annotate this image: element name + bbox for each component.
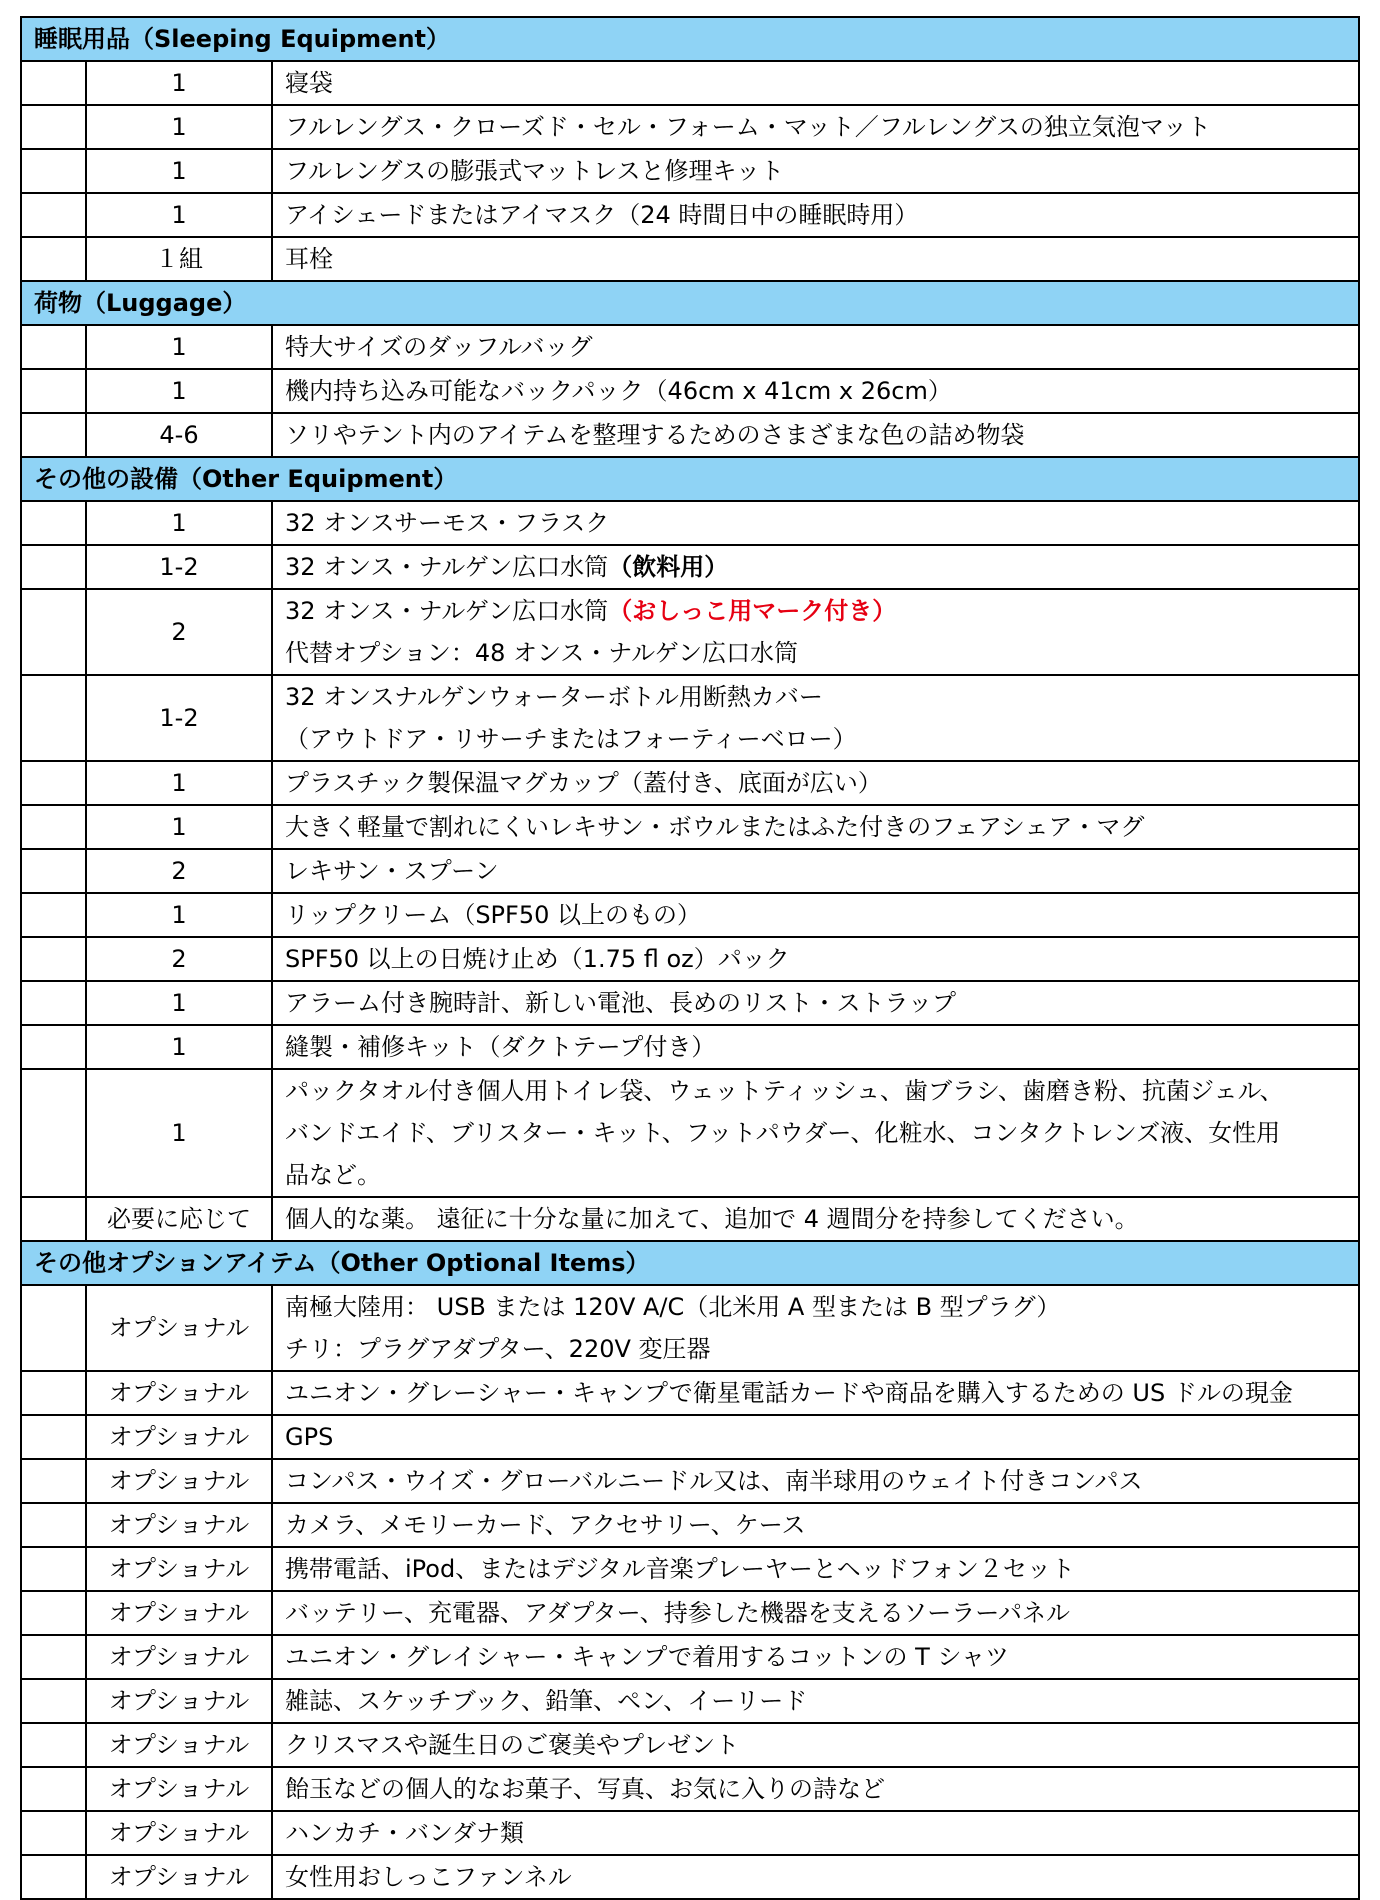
quantity-cell: オプショナル [86, 1459, 272, 1503]
item-line [285, 1548, 1346, 1590]
checkbox-cell[interactable] [21, 1855, 86, 1899]
checkbox-cell[interactable] [21, 1723, 86, 1767]
quantity-cell: 1 [86, 105, 272, 149]
item-cell [272, 761, 1359, 805]
item-text: チリ：プラグアダプター、220V 変圧器 [285, 1335, 711, 1363]
quantity-cell: オプショナル [86, 1371, 272, 1415]
item-text: GPS [285, 1423, 334, 1451]
item-text: アラーム付き腕時計、新しい電池、長めのリスト・ストラップ [285, 989, 957, 1017]
table-row [21, 1635, 1359, 1679]
section-title: 睡眠用品（Sleeping Equipment） [21, 17, 1359, 61]
table-row [21, 981, 1359, 1025]
table-row [21, 237, 1359, 281]
item-cell [272, 369, 1359, 413]
quantity-cell: 1 [86, 805, 272, 849]
quantity-cell: 必要に応じて [86, 1197, 272, 1241]
quantity-cell: 2 [86, 937, 272, 981]
checkbox-cell[interactable] [21, 413, 86, 457]
item-line [285, 1070, 1346, 1112]
item-cell [272, 149, 1359, 193]
quantity-cell: 1 [86, 893, 272, 937]
item-cell [272, 545, 1359, 589]
checklist-body [21, 17, 1359, 1899]
packing-checklist-table [20, 16, 1360, 1900]
item-text: カメラ、メモリーカード、アクセサリー、ケース [285, 1511, 806, 1539]
item-cell [272, 981, 1359, 1025]
section-header [21, 457, 1359, 501]
item-cell [272, 1503, 1359, 1547]
checkbox-cell[interactable] [21, 981, 86, 1025]
quantity-cell: 1 [86, 761, 272, 805]
table-row [21, 1415, 1359, 1459]
checkbox-cell[interactable] [21, 193, 86, 237]
checkbox-cell[interactable] [21, 1285, 86, 1371]
checkbox-cell[interactable] [21, 369, 86, 413]
item-text: 32 オンスナルゲンウォーターボトル用断熱カバー [285, 683, 823, 711]
item-cell [272, 1025, 1359, 1069]
item-text: クリスマスや誕生日のご褒美やプレゼント [285, 1731, 740, 1759]
item-line [285, 1812, 1346, 1854]
item-line [285, 502, 1346, 544]
item-cell [272, 1679, 1359, 1723]
section-header [21, 17, 1359, 61]
table-row [21, 105, 1359, 149]
table-row [21, 1371, 1359, 1415]
table-row [21, 545, 1359, 589]
checkbox-cell[interactable] [21, 589, 86, 675]
table-row [21, 1723, 1359, 1767]
item-text: 機内持ち込み可能なバックパック（46cm x 41cm x 26cm） [285, 377, 952, 405]
checkbox-cell[interactable] [21, 1679, 86, 1723]
table-row [21, 761, 1359, 805]
table-row [21, 149, 1359, 193]
item-line [285, 1680, 1346, 1722]
quantity-cell: 1 [86, 61, 272, 105]
table-row [21, 893, 1359, 937]
item-line [285, 1026, 1346, 1068]
item-cell [272, 1591, 1359, 1635]
checkbox-cell[interactable] [21, 1371, 86, 1415]
checkbox-cell[interactable] [21, 105, 86, 149]
item-cell [272, 805, 1359, 849]
item-line [285, 806, 1346, 848]
item-text: フルレングス・クローズド・セル・フォーム・マット／フルレングスの独立気泡マット [285, 113, 1211, 141]
item-line [285, 676, 1346, 718]
table-row [21, 1855, 1359, 1899]
quantity-cell: 4-6 [86, 413, 272, 457]
item-cell [272, 325, 1359, 369]
quantity-cell: オプショナル [86, 1503, 272, 1547]
table-row [21, 1025, 1359, 1069]
item-text: リップクリーム（SPF50 以上のもの） [285, 901, 701, 929]
table-row [21, 325, 1359, 369]
item-cell [272, 893, 1359, 937]
item-text: フルレングスの膨張式マットレスと修理キット [285, 157, 784, 185]
quantity-cell: オプショナル [86, 1767, 272, 1811]
item-line [285, 850, 1346, 892]
item-cell [272, 1723, 1359, 1767]
item-line [285, 1768, 1346, 1810]
quantity-cell: オプショナル [86, 1415, 272, 1459]
item-line [285, 238, 1346, 280]
item-cell [272, 1855, 1359, 1899]
item-line [285, 1504, 1346, 1546]
item-line [285, 150, 1346, 192]
checkbox-cell[interactable] [21, 1415, 86, 1459]
item-line [285, 1416, 1346, 1458]
checkbox-cell[interactable] [21, 1503, 86, 1547]
item-line [285, 194, 1346, 236]
item-cell [272, 1371, 1359, 1415]
item-line [285, 1328, 1346, 1370]
item-text: ソリやテント内のアイテムを整理するためのさまざまな色の詰め物袋 [285, 421, 1025, 449]
quantity-cell: オプショナル [86, 1547, 272, 1591]
item-line [285, 106, 1346, 148]
section-title: 荷物（Luggage） [21, 281, 1359, 325]
checkbox-cell[interactable] [21, 1197, 86, 1241]
checkbox-cell[interactable] [21, 893, 86, 937]
item-line [285, 590, 1346, 632]
table-row [21, 413, 1359, 457]
quantity-cell: オプショナル [86, 1285, 272, 1371]
section-title: その他の設備（Other Equipment） [21, 457, 1359, 501]
item-text: アイシェードまたはアイマスク（24 時間日中の睡眠時用） [285, 201, 919, 229]
table-row [21, 61, 1359, 105]
item-warning: （おしっこ用マーク付き） [608, 597, 897, 625]
item-cell [272, 1197, 1359, 1241]
item-line [285, 370, 1346, 412]
item-text: 特大サイズのダッフルバッグ [285, 333, 593, 361]
item-cell [272, 1635, 1359, 1679]
checkbox-cell[interactable] [21, 1025, 86, 1069]
table-row [21, 849, 1359, 893]
item-text: ユニオン・グレーシャー・キャンプで衛星電話カードや商品を購入するための US ドルの現金 [285, 1379, 1293, 1407]
checkbox-cell[interactable] [21, 849, 86, 893]
item-line [285, 326, 1346, 368]
item-cell [272, 193, 1359, 237]
checkbox-cell[interactable] [21, 937, 86, 981]
item-line [285, 1856, 1346, 1898]
item-text: レキサン・スプーン [285, 857, 499, 885]
table-row [21, 501, 1359, 545]
item-text: 飴玉などの個人的なお菓子、写真、お気に入りの詩など [285, 1775, 885, 1803]
checkbox-cell[interactable] [21, 501, 86, 545]
quantity-cell: 2 [86, 849, 272, 893]
checkbox-cell[interactable] [21, 545, 86, 589]
quantity-cell: オプショナル [86, 1855, 272, 1899]
quantity-cell: 1 [86, 1025, 272, 1069]
item-cell [272, 1767, 1359, 1811]
table-row [21, 1547, 1359, 1591]
checkbox-cell[interactable] [21, 1459, 86, 1503]
item-cell [272, 1459, 1359, 1503]
item-cell [272, 589, 1359, 675]
quantity-cell: 1 [86, 193, 272, 237]
quantity-cell: 1 [86, 501, 272, 545]
item-text: ユニオン・グレイシャー・キャンプで着用するコットンの T シャツ [285, 1643, 1009, 1671]
item-cell [272, 675, 1359, 761]
item-text: 代替オプション：48 オンス・ナルゲン広口水筒 [285, 639, 799, 667]
checkbox-cell[interactable] [21, 325, 86, 369]
table-row [21, 937, 1359, 981]
quantity-cell: 1 [86, 981, 272, 1025]
item-text: 縫製・補修キット（ダクトテープ付き） [285, 1033, 716, 1061]
item-text: 32 オンス・ナルゲン広口水筒 [285, 553, 609, 581]
item-cell [272, 1415, 1359, 1459]
checkbox-cell[interactable] [21, 61, 86, 105]
item-line [285, 762, 1346, 804]
checkbox-cell[interactable] [21, 149, 86, 193]
item-line [285, 1198, 1346, 1240]
item-line [285, 546, 1346, 588]
item-cell [272, 1811, 1359, 1855]
item-cell [272, 61, 1359, 105]
quantity-cell: 1-2 [86, 675, 272, 761]
item-text: 携帯電話、iPod、またはデジタル音楽プレーヤーとヘッドフォン２セット [285, 1555, 1075, 1583]
item-line [285, 632, 1346, 674]
item-line [285, 894, 1346, 936]
checkbox-cell[interactable] [21, 1069, 86, 1197]
item-text: 女性用おしっこファンネル [285, 1863, 572, 1891]
item-text: 耳栓 [285, 245, 333, 273]
quantity-cell: オプショナル [86, 1679, 272, 1723]
checkbox-cell[interactable] [21, 1547, 86, 1591]
item-text: 32 オンスサーモス・フラスク [285, 509, 610, 537]
quantity-cell: オプショナル [86, 1723, 272, 1767]
checkbox-cell[interactable] [21, 675, 86, 761]
quantity-cell: 1 [86, 369, 272, 413]
item-text: パックタオル付き個人用トイレ袋、ウェットティッシュ、歯ブラシ、歯磨き粉、抗菌ジェル、 [285, 1077, 1284, 1105]
item-line [285, 1112, 1346, 1154]
checkbox-cell[interactable] [21, 1811, 86, 1855]
table-row [21, 1503, 1359, 1547]
item-line [285, 718, 1346, 760]
table-row [21, 1459, 1359, 1503]
item-line [285, 1372, 1346, 1414]
item-cell [272, 501, 1359, 545]
item-line [285, 1592, 1346, 1634]
section-header [21, 1241, 1359, 1285]
quantity-cell: オプショナル [86, 1811, 272, 1855]
quantity-cell: 1 [86, 1069, 272, 1197]
checkbox-cell[interactable] [21, 761, 86, 805]
table-row [21, 1767, 1359, 1811]
table-row [21, 1069, 1359, 1197]
quantity-cell: 1 [86, 325, 272, 369]
item-cell [272, 237, 1359, 281]
item-cell [272, 849, 1359, 893]
item-text: 32 オンス・ナルゲン広口水筒 [285, 597, 609, 625]
item-cell [272, 1547, 1359, 1591]
item-text: ハンカチ・バンダナ類 [285, 1819, 525, 1847]
item-cell [272, 1069, 1359, 1197]
item-text: 個人的な薬。 遠征に十分な量に加えて、追加で 4 週間分を持参してください。 [285, 1205, 1139, 1233]
table-row [21, 1197, 1359, 1241]
item-text: 南極大陸用： USB または 120V A/C（北米用 A 型または B 型プラグ） [285, 1293, 1061, 1321]
checkbox-cell[interactable] [21, 237, 86, 281]
item-cell [272, 105, 1359, 149]
checkbox-cell[interactable] [21, 1635, 86, 1679]
item-line [285, 1154, 1346, 1196]
table-row [21, 589, 1359, 675]
table-row [21, 1679, 1359, 1723]
table-row [21, 805, 1359, 849]
item-text: 品など。 [285, 1161, 381, 1189]
item-line [285, 1724, 1346, 1766]
item-cell [272, 937, 1359, 981]
section-title: その他オプションアイテム（Other Optional Items） [21, 1241, 1359, 1285]
item-text: プラスチック製保温マグカップ（蓋付き、底面が広い） [285, 769, 882, 797]
quantity-cell: オプショナル [86, 1591, 272, 1635]
table-row [21, 369, 1359, 413]
item-text: （アウトドア・リサーチまたはフォーティーベロー） [285, 725, 857, 753]
item-text: 雑誌、スケッチブック、鉛筆、ペン、イーリード [285, 1687, 808, 1715]
table-row [21, 1591, 1359, 1635]
section-header [21, 281, 1359, 325]
item-text: SPF50 以上の日焼け止め（1.75 fl oz）パック [285, 945, 790, 973]
quantity-cell: 1 [86, 149, 272, 193]
item-cell [272, 413, 1359, 457]
item-line [285, 1636, 1346, 1678]
quantity-cell: １組 [86, 237, 272, 281]
item-line [285, 1286, 1346, 1328]
checkbox-cell[interactable] [21, 1767, 86, 1811]
quantity-cell: 1-2 [86, 545, 272, 589]
item-text: コンパス・ウイズ・グローバルニードル又は、南半球用のウェイト付きコンパス [285, 1467, 1143, 1495]
quantity-cell: 2 [86, 589, 272, 675]
item-line [285, 62, 1346, 104]
table-row [21, 1811, 1359, 1855]
item-cell [272, 1285, 1359, 1371]
checkbox-cell[interactable] [21, 805, 86, 849]
table-row [21, 193, 1359, 237]
item-text: 大きく軽量で割れにくいレキサン・ボウルまたはふた付きのフェアシェア・マグ [285, 813, 1145, 841]
table-row [21, 675, 1359, 761]
item-text: バンドエイド、ブリスター・キット、フットパウダー、化粧水、コンタクトレンズ液、女性用 [285, 1119, 1281, 1147]
item-line [285, 414, 1346, 456]
item-line [285, 938, 1346, 980]
checkbox-cell[interactable] [21, 1591, 86, 1635]
table-row [21, 1285, 1359, 1371]
item-line [285, 1460, 1346, 1502]
quantity-cell: オプショナル [86, 1635, 272, 1679]
item-text: 寝袋 [285, 69, 333, 97]
item-line [285, 982, 1346, 1024]
item-text: バッテリー、充電器、アダプター、持参した機器を支えるソーラーパネル [285, 1599, 1071, 1627]
item-emphasis: （飲料用） [608, 553, 729, 581]
